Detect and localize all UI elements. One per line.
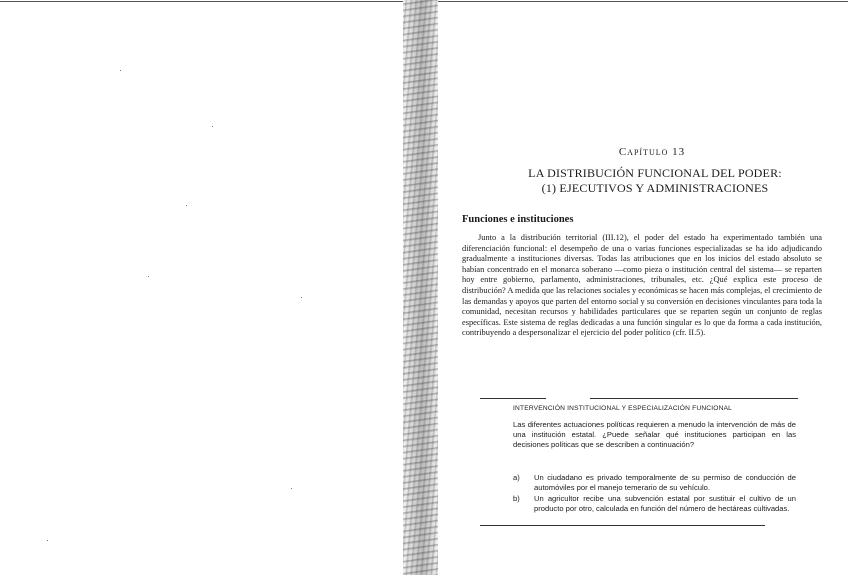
chapter-title bbox=[495, 166, 815, 196]
section-heading: Funciones e instituciones bbox=[462, 214, 574, 225]
list-item bbox=[513, 473, 796, 493]
chapter-label: Capítulo 13 bbox=[618, 146, 686, 158]
list-item-text: Un ciudadano es privado temporalmente de su permiso de conducción de automóviles por el manejo temerario de su vehículo. bbox=[534, 473, 796, 492]
page-speck bbox=[186, 205, 187, 206]
chapter-title-line-1: LA DISTRIBUCIÓN FUNCIONAL DEL PODER: bbox=[528, 166, 782, 180]
list-item-marker: a) bbox=[513, 473, 520, 482]
box-question: Las diferentes actuaciones políticas requieren a menudo la intervención de más de una institución estatal. ¿Puede señalar qué instituciones participan en las decisiones políticas que se describen a continuación? bbox=[513, 420, 796, 450]
box-bottom-rule bbox=[480, 525, 765, 526]
box-label: INTERVENCIÓN INSTITUCIONAL Y ESPECIALIZACIÓN FUNCIONAL bbox=[513, 405, 733, 412]
box-top-rule-left bbox=[480, 398, 546, 399]
page-speck bbox=[212, 126, 213, 127]
page-speck bbox=[148, 276, 149, 277]
page-speck bbox=[120, 70, 121, 71]
page-speck bbox=[291, 488, 292, 489]
chapter-title-line-2: (1) EJECUTIVOS Y ADMINISTRACIONES bbox=[541, 181, 769, 195]
list-item-marker: b) bbox=[513, 494, 520, 503]
page-speck bbox=[301, 297, 302, 298]
book-gutter bbox=[403, 0, 438, 575]
box-top-rule-right bbox=[590, 398, 798, 399]
page-speck bbox=[47, 540, 48, 541]
body-paragraph: Junto a la distribución territorial (III.12), el poder del estado ha experimentado también una diferenciación funcional: el desempeño de una o varias funciones especializadas se ha ido adjudicando gradualmente a instituciones diversas. Todas las atribuciones que en los inicios del estado absoluto se habían concentrado en el monarca soberano —como pieza o institución central del sistema— se reparten hoy entre gobierno, parlamento, administraciones, tribunales, etc. ¿Qué explica este proceso de distribución? A medida que las relaciones sociales y económicas se hacen más complejas, el crecimiento de las demandas y apoyos que parten del entorno social y su conversión en decisiones vinculantes para toda la comunidad, necesitan recursos y habilidades particulares que se reparten según un conjunto de reglas específicas. Este sistema de reglas dedicadas a una función singular es lo que da forma a cada institución, contribuyendo a despersonalizar el ejercicio del poder político (cfr. II.5). bbox=[462, 233, 822, 338]
list-item bbox=[513, 494, 796, 514]
list-item-text: Un agricultor recibe una subvención estatal por sustituir el cultivo de un producto por otro, calculada en función del número de hectáreas cultivadas. bbox=[534, 494, 796, 513]
